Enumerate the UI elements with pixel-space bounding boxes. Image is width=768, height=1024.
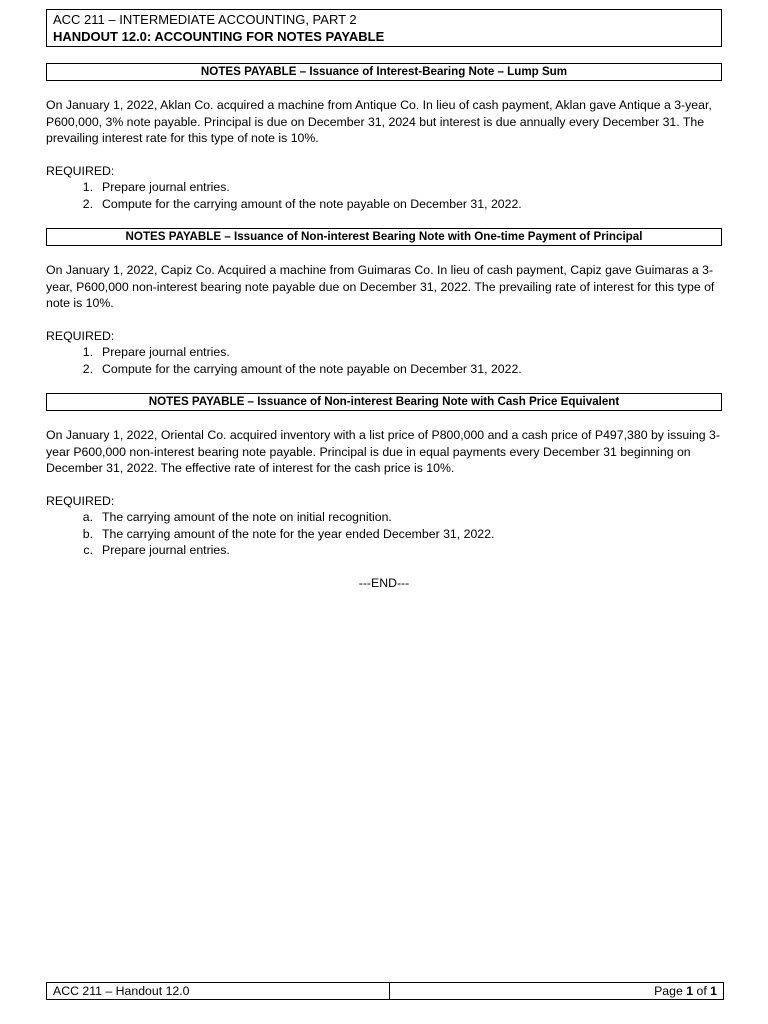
- list-marker: 1.: [82, 180, 93, 194]
- list-marker: c.: [83, 543, 93, 557]
- list-marker: 2.: [82, 361, 93, 376]
- list-item-text: Prepare journal entries.: [102, 345, 230, 359]
- required-label-1: REQUIRED:: [46, 163, 115, 178]
- list-item-text: Prepare journal entries.: [102, 543, 230, 557]
- list-item-text: The carrying amount of the note on initial recognition.: [102, 510, 392, 524]
- list-item: [46, 542, 722, 559]
- handout-title: HANDOUT 12.0: ACCOUNTING FOR NOTES PAYABLE: [53, 29, 385, 44]
- list-item: [46, 179, 722, 196]
- problem-text-3: On January 1, 2022, Oriental Co. acquired inventory with a list price of P800,000 and a cash price of P497,380 by issuing 3-year P600,000 non-interest bearing note payable. Principal is due in equal payments every December 31 beginning on December 31, 2022. The effective rate of interest for the cash price is 10%.: [46, 428, 720, 475]
- problem-text-1: On January 1, 2022, Aklan Co. acquired a machine from Antique Co. In lieu of cash payment, Aklan gave Antique a 3-year, P600,000, 3% note payable. Principal is due on December 31, 2024 but interest is due annually every December 31. The prevailing interest rate for this type of note is 10%.: [46, 98, 712, 145]
- list-item-text: The carrying amount of the note for the year ended December 31, 2022.: [102, 526, 495, 541]
- page-number: [390, 983, 723, 999]
- section-heading-2: NOTES PAYABLE – Issuance of Non-interest Bearing Note with One-time Payment of Principal: [46, 228, 722, 246]
- list-item: [46, 196, 722, 213]
- course-title: ACC 211 – INTERMEDIATE ACCOUNTING, PART 2: [53, 12, 357, 27]
- section-heading-3: NOTES PAYABLE – Issuance of Non-interest Bearing Note with Cash Price Equivalent: [46, 393, 722, 411]
- document-header: [46, 9, 722, 47]
- page-current: 1: [686, 984, 694, 998]
- list-item: [46, 526, 722, 543]
- end-marker: ---END---: [358, 575, 410, 590]
- list-marker: 1.: [82, 345, 93, 359]
- problem-text-2: On January 1, 2022, Capiz Co. Acquired a machine from Guimaras Co. In lieu of cash payment, Capiz gave Guimaras a 3-year, P600,000 non-interest bearing note payable due on December 31, 2022. The prevailing rate of interest for this type of note is 10%.: [46, 263, 715, 310]
- requirements-list-1: [46, 179, 722, 212]
- list-item-text: Prepare journal entries.: [102, 180, 230, 194]
- list-item: [46, 344, 722, 361]
- requirements-list-3: [46, 509, 722, 559]
- list-item: [46, 509, 722, 526]
- list-marker: 2.: [82, 196, 93, 211]
- section-heading-1: NOTES PAYABLE – Issuance of Interest-Bearing Note – Lump Sum: [46, 63, 722, 81]
- page-prefix: Page: [654, 984, 687, 998]
- footer-handout-label: ACC 211 – Handout 12.0: [47, 983, 390, 999]
- requirements-list-2: [46, 344, 722, 377]
- list-item-text: Compute for the carrying amount of the note payable on December 31, 2022.: [102, 196, 522, 211]
- list-item-text: Compute for the carrying amount of the note payable on December 31, 2022.: [102, 361, 522, 376]
- required-label-2: REQUIRED:: [46, 328, 115, 343]
- required-label-3: REQUIRED:: [46, 493, 115, 508]
- page-footer: [46, 982, 724, 1000]
- list-marker: b.: [82, 526, 93, 541]
- document-page: [46, 9, 722, 591]
- list-item: [46, 361, 722, 378]
- page-of: of: [693, 984, 711, 998]
- list-marker: a.: [82, 510, 93, 524]
- page-total: 1: [710, 984, 717, 998]
